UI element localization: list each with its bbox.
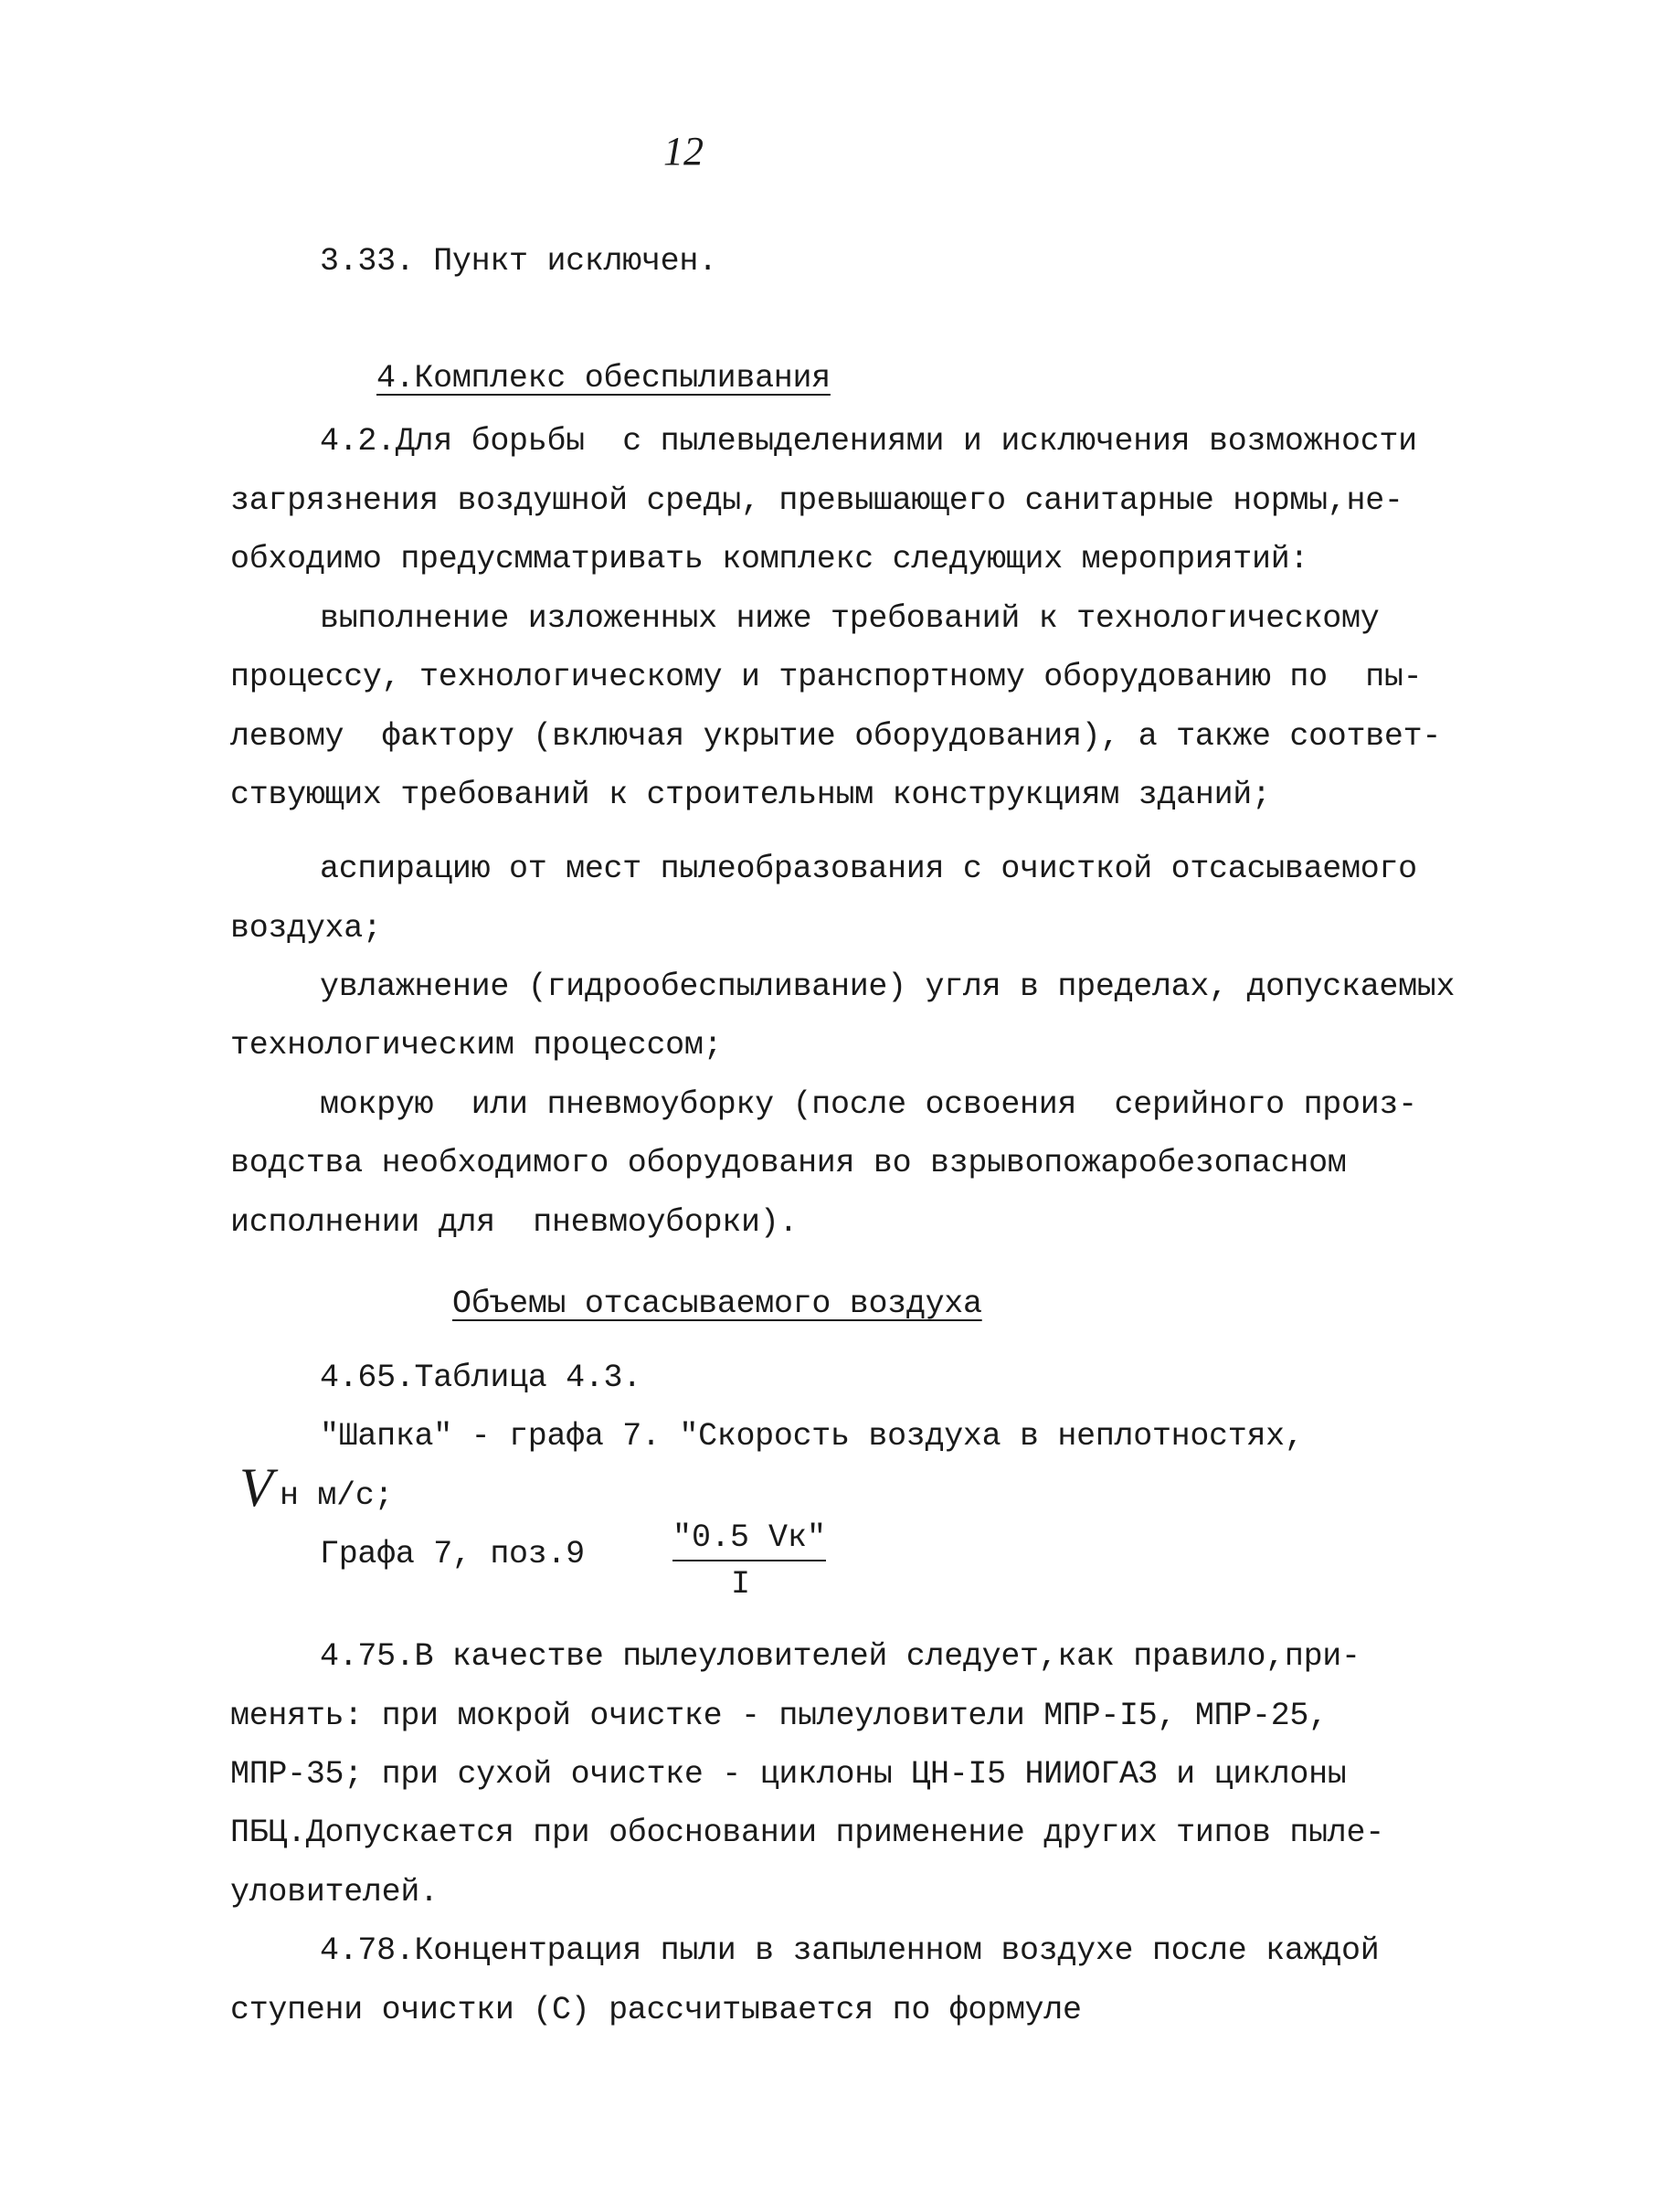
- item-1-line-2: процессу, технологическому и транспортному оборудованию по пы-: [230, 659, 1423, 695]
- grafa-label: Графа 7, поз.9: [320, 1536, 585, 1572]
- v-symbol: V: [239, 1457, 273, 1518]
- v-unit: н м/с;: [280, 1477, 394, 1514]
- item-4-line-2: водства необходимого оборудования во взрывопожаробезопасном: [230, 1145, 1347, 1181]
- item-4-line-3: исполнении для пневмоуборки).: [230, 1204, 799, 1241]
- item-1-line-4: ствующих требований к строительным конструкциям зданий;: [230, 777, 1271, 813]
- shapka-line: "Шапка" - графа 7. "Скорость воздуха в неплотностях,: [320, 1418, 1304, 1455]
- p4-2-line-1: 4.2.Для борьбы с пылевыделениями и исключения возможности: [320, 423, 1417, 460]
- p4-75-line-2: менять: при мокрой очистке - пылеуловители МПР-I5, МПР-25,: [230, 1698, 1328, 1734]
- item-2-line-2: воздуха;: [230, 910, 382, 947]
- page-number: 12: [663, 129, 704, 174]
- p4-75-line-1: 4.75.В качестве пылеуловителей следует,как правило,при-: [320, 1638, 1361, 1675]
- fraction-numerator: "0.5 Vк": [672, 1518, 826, 1561]
- p4-65: 4.65.Таблица 4.3.: [320, 1360, 641, 1396]
- p4-75-line-3: МПР-35; при сухой очистке - циклоны ЦН-I5 НИИОГАЗ и циклоны: [230, 1756, 1347, 1793]
- p4-78-line-2: ступени очистки (С) рассчитывается по формуле: [230, 1992, 1082, 2028]
- item-2-line-1: аспирацию от мест пылеобразования с очисткой отсасываемого: [320, 851, 1417, 887]
- item-3-line-1: увлажнение (гидрообеспыливание) угля в пределах, допускаемых: [320, 968, 1456, 1005]
- item-3-line-2: технологическим процессом;: [230, 1027, 723, 1064]
- p4-75-line-4: ПБЦ.Допускается при обосновании применение других типов пыле-: [230, 1815, 1384, 1851]
- p4-2-line-2: загрязнения воздушной среды, превышающего санитарные нормы,не-: [230, 482, 1403, 519]
- item-4-line-1: мокрую или пневмоуборку (после освоения серийного произ-: [320, 1086, 1417, 1123]
- item-1-line-1: выполнение изложенных ниже требований к технологическому: [320, 600, 1380, 637]
- section-4-title: 4.Комплекс обеспыливания: [376, 360, 831, 397]
- p4-78-line-1: 4.78.Концентрация пыли в запыленном воздухе после каждой: [320, 1932, 1380, 1969]
- p4-2-line-3: обходимо предусмматривать комплекс следующих мероприятий:: [230, 541, 1309, 577]
- clause-3-33: 3.33. Пункт исключен.: [320, 243, 717, 280]
- item-1-line-3: левому фактору (включая укрытие оборудования), а также соответ-: [230, 718, 1442, 755]
- subsection-title: Объемы отсасываемого воздуха: [452, 1286, 982, 1322]
- p4-75-line-5: уловителей.: [230, 1874, 439, 1910]
- fraction-denominator: I: [731, 1566, 751, 1603]
